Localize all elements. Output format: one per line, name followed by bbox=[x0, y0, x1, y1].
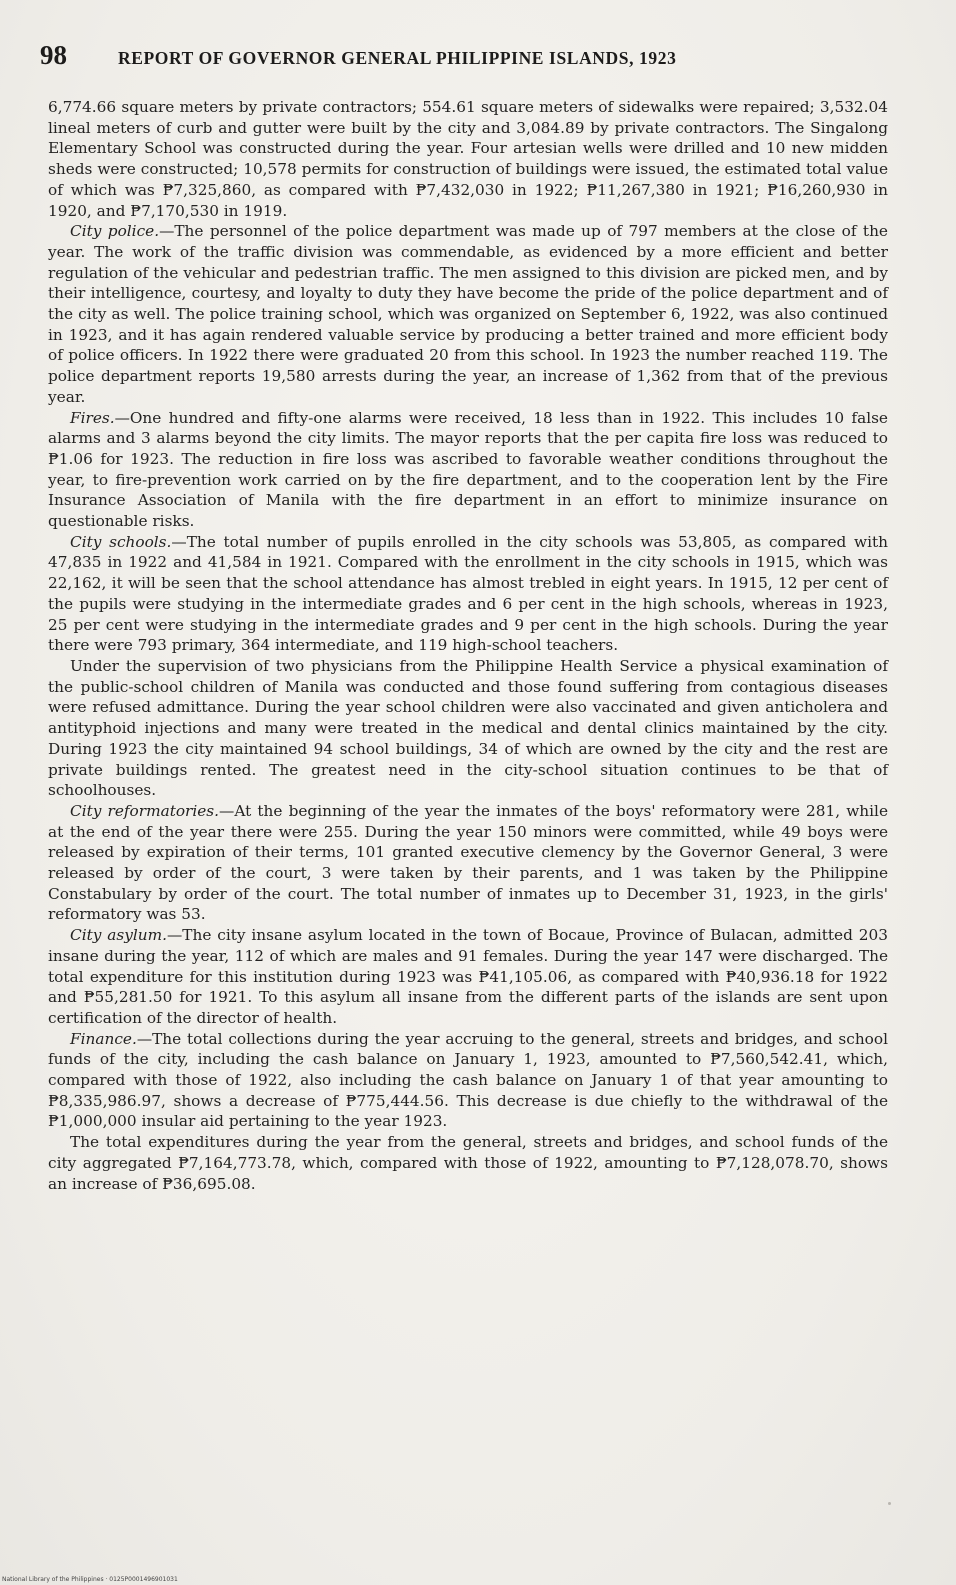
paragraph-streets-continued bbox=[48, 97, 888, 221]
section-heading: City police. bbox=[70, 222, 160, 241]
paragraph-school-health bbox=[48, 656, 888, 801]
paragraph-text: —The personnel of the police department was made up of 797 members at the close of the year. The work of the traffic division was commendable, as evidenced by a more efficient and better regulation of the vehicular and pedestrian traffic. The men assigned to this division are picked men, and by their intelligence, courtesy, and loyalty to duty they have become the pride of the police department and of the city as well. The police training school, which was organized on September 6, 1922, was also continued in 1923, and it has again rendered valuable service by producing a better trained and more efficient body of police officers. In 1922 there were graduated 20 from this school. In 1923 the number reached 119. The police department reports 19,580 arrests during the year, an increase of 1,362 from that of the previous year. bbox=[48, 222, 888, 406]
paragraph-text: —One hundred and fifty-one alarms were received, 18 less than in 1922. This includes 10 false alarms and 3 alarms beyond the city limits. The mayor reports that the per capita fire loss was reduced to ₱1.06 for 1923. The reduction in fire loss was ascribed to favorable weather conditions throughout the year, to fire-prevention work carried on by the fire department, and to the cooperation lent by the Fire Insurance Association of Manila with the fire department in an effort to minimize insurance on questionable risks. bbox=[48, 408, 888, 531]
page-header bbox=[40, 40, 900, 80]
paragraph-text: 6,774.66 square meters by private contractors; 554.61 square meters of sidewalks were repaired; 3,532.04 lineal meters of curb and gutter were built by the city and 3,084.89 by private contractors. The Singalong Elementary School was constructed during the year. Four artesian wells were drilled and 10 new midden sheds were constructed; 10,578 permits for construction of buildings were issued, the estimated total value of which was ₱7,325,860, as compared with ₱7,432,030 in 1922; ₱11,267,380 in 1921; ₱16,260,930 in 1920, and ₱7,170,530 in 1919. bbox=[48, 98, 888, 220]
body-text bbox=[48, 97, 888, 1194]
section-heading: Fires. bbox=[70, 408, 115, 427]
paragraph-city-reformatories bbox=[48, 801, 888, 925]
section-heading: City asylum. bbox=[70, 926, 167, 945]
page-number: 98 bbox=[40, 40, 67, 70]
paragraph-text: Under the supervision of two physicians from the Philippine Health Service a physical examination of the public-school children of Manila was conducted and those found suffering from contagious diseases were refused admittance. During the year school children were also vaccinated and given anticholera and antityphoid injections and many were treated in the medical and dental clinics maintained by the city. During 1923 the city maintained 94 school buildings, 34 of which are owned by the city and the rest are private buildings rented. The greatest need in the city-school situation continues to be that of schoolhouses. bbox=[48, 656, 888, 800]
paragraph-city-schools bbox=[48, 532, 888, 656]
paragraph-text: —The total number of pupils enrolled in the city schools was 53,805, as compared with 47,835 in 1922 and 41,584 in 1921. Compared with the enrollment in the city schools in 1915, which was 22,162, it will be seen that the school attendance has almost trebled in eight years. In 1915, 12 per cent of the pupils were studying in the intermediate grades and 6 per cent in the high schools, whereas in 1923, 25 per cent were studying in the intermediate grades and 9 per cent in the high schools. During the year there were 793 primary, 364 intermediate, and 119 high-school teachers. bbox=[48, 532, 888, 655]
section-heading: Finance. bbox=[70, 1029, 137, 1048]
section-heading: City reformatories. bbox=[70, 801, 220, 820]
scan-speck bbox=[888, 1502, 891, 1505]
paragraph-fires bbox=[48, 408, 888, 532]
paragraph-text: The total expenditures during the year from the general, streets and bridges, and school funds of the city aggregated ₱7,164,773.78, which, compared with those of 1922, amounting to ₱7,128,078.70, shows an increase of ₱36,695.08. bbox=[48, 1133, 888, 1193]
paragraph-text: —The city insane asylum located in the town of Bocaue, Province of Bulacan, admitted 203 insane during the year, 112 of which are males and 91 females. During the year 147 were discharged. The total expenditure for this institution during 1923 was ₱41,105.06, as compared with ₱40,936.18 for 1922 and ₱55,281.50 for 1921. To this asylum all insane from the different parts of the islands are sent upon certification of the director of health. bbox=[48, 926, 888, 1027]
paragraph-finance bbox=[48, 1029, 888, 1133]
paragraph-city-police bbox=[48, 221, 888, 407]
running-head: REPORT OF GOVERNOR GENERAL PHILIPPINE ISLANDS, 1923 bbox=[118, 48, 677, 68]
paragraph-text: —The total collections during the year accruing to the general, streets and bridges, and school funds of the city, including the cash balance on January 1, 1923, amounted to ₱7,560,542.41, which, compared with those of 1922, also including the cash balance on January 1 of that year amounting to ₱8,335,986.97, shows a decrease of ₱775,444.56. This decrease is due chiefly to the withdrawal of the ₱1,000,000 insular aid pertaining to the year 1923. bbox=[48, 1029, 888, 1131]
paragraph-text: —At the beginning of the year the inmates of the boys' reformatory were 281, while at the end of the year there were 255. During the year 150 minors were committed, while 49 boys were released by expiration of their terms, 101 granted executive clemency by the Governor General, 3 were released by order of the court, 3 were taken by their parents, and 1 was taken by the Philippine Constabulary by order of the court. The total number of inmates up to December 31, 1923, in the girls' reformatory was 53. bbox=[48, 801, 888, 924]
paragraph-city-asylum bbox=[48, 925, 888, 1029]
section-heading: City schools. bbox=[70, 532, 172, 551]
paragraph-expenditures bbox=[48, 1132, 888, 1194]
scan-footer: National Library of the Philippines · 0125P0001496901031 bbox=[2, 1576, 178, 1583]
